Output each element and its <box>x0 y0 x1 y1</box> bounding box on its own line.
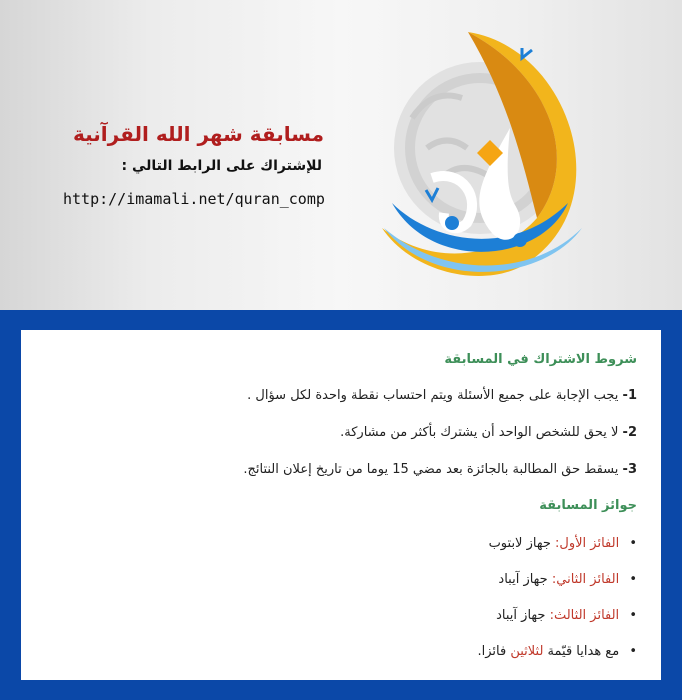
prize-value: جهاز آيباد <box>496 608 546 623</box>
bullet-icon: • <box>629 536 637 551</box>
registration-link[interactable]: http://imamali.net/quran_comp <box>63 190 325 208</box>
terms-item <box>243 462 637 477</box>
terms-item-number: 3- <box>622 462 637 477</box>
prize-label: الفائز الثالث: <box>549 608 620 623</box>
terms-item-text: يجب الإجابة على جميع الأسئلة ويتم احتساب نقطة واحدة لكل سؤال . <box>247 388 619 403</box>
prize-extra-highlight: لثلاثين <box>510 644 544 659</box>
bullet-icon: • <box>629 644 637 659</box>
prize-value: جهاز لابتوب <box>488 536 551 551</box>
prizes-heading: جوائز المسابقة <box>539 498 637 513</box>
prize-value: جهاز آيباد <box>498 572 548 587</box>
prize-item <box>496 608 637 623</box>
content-frame <box>0 310 682 700</box>
prize-extra-prefix: مع هدايا قيّمة <box>547 644 620 659</box>
prize-extra-suffix: فائزا. <box>477 644 507 659</box>
banner-title: مسابقة شهر الله القرآنية <box>73 122 324 146</box>
prize-extra <box>477 644 637 659</box>
calligraphy-logo-icon <box>372 28 602 290</box>
prize-label: الفائز الأول: <box>555 536 620 551</box>
terms-item <box>340 425 637 440</box>
bullet-icon: • <box>629 608 637 623</box>
terms-item-text: يسقط حق المطالبة بالجائزة بعد مضي 15 يوما من تاريخ إعلان النتائج. <box>243 462 619 477</box>
content-panel <box>21 330 661 680</box>
banner-subtitle: للإشتراك على الرابط التالي : <box>121 158 322 174</box>
banner <box>0 0 682 310</box>
terms-item-number: 2- <box>622 425 637 440</box>
prize-label: الفائز الثاني: <box>551 572 620 587</box>
terms-item <box>247 388 637 403</box>
terms-item-number: 1- <box>622 388 637 403</box>
bullet-icon: • <box>629 572 637 587</box>
terms-item-text: لا يحق للشخص الواحد أن يشترك بأكثر من مشاركة. <box>340 425 619 440</box>
prize-item <box>489 536 637 551</box>
prize-item <box>498 572 637 587</box>
terms-heading: شروط الاشتراك في المسابقة <box>444 352 637 367</box>
